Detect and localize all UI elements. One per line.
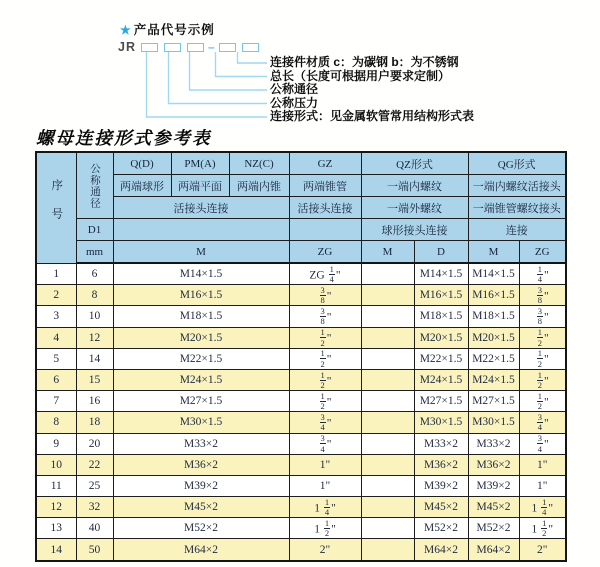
- cell-seq: 10: [36, 454, 76, 475]
- cell-m: M33×2: [113, 433, 289, 454]
- cell-gz-zg: $\frac{3}{8}$ ": [289, 285, 361, 306]
- cell-dn: 6: [76, 263, 113, 285]
- cell-qz-d: M16×1.5: [414, 285, 468, 306]
- cell-gz-zg: 1": [289, 475, 361, 496]
- cell-gz-zg: ZG $\frac{1}{4}$ ": [289, 263, 361, 285]
- header-gz-union-connection: 活接头连接: [289, 197, 361, 219]
- cell-dn: 10: [76, 306, 113, 327]
- label-nominal-pressure: 公称压力: [270, 95, 319, 110]
- header-qz-d: D: [414, 241, 468, 264]
- table-title: 螺母连接形式参考表: [36, 129, 212, 149]
- cell-qg-zg: $\frac{3}{8}$ ": [519, 306, 566, 327]
- header-nzc-desc: 两端内锥: [229, 175, 289, 197]
- cell-m: M14×1.5: [113, 263, 289, 285]
- cell-qg-m: M30×1.5: [468, 412, 519, 433]
- cell-seq: 9: [36, 433, 76, 454]
- cell-qg-zg: 2": [519, 539, 566, 561]
- cell-qg-zg: $\frac{1}{2}$ ": [519, 369, 566, 390]
- star-icon: ★: [120, 23, 132, 37]
- cell-m: M39×2: [113, 475, 289, 496]
- cell-m: M30×1.5: [113, 412, 289, 433]
- cell-qg-m: M18×1.5: [468, 306, 519, 327]
- header-qg-zg: ZG: [519, 241, 566, 264]
- table-row: [36, 497, 566, 518]
- header-qd-desc: 两端球形: [113, 175, 171, 197]
- cell-qz-m: [361, 412, 414, 433]
- table-row: [36, 327, 566, 348]
- cell-qg-zg: $\frac{1}{2}$ ": [519, 348, 566, 369]
- cell-seq: 2: [36, 285, 76, 306]
- cell-seq: 14: [36, 539, 76, 561]
- cell-m: M24×1.5: [113, 369, 289, 390]
- cell-dn: 12: [76, 327, 113, 348]
- cell-qz-d: M52×2: [414, 518, 468, 539]
- cell-qz-m: [361, 306, 414, 327]
- table-row: [36, 391, 566, 412]
- cell-qz-m: [361, 475, 414, 496]
- table-row: [36, 539, 566, 561]
- cell-m: M52×2: [113, 518, 289, 539]
- header-zg: ZG: [289, 241, 361, 264]
- cell-qz-d: M20×1.5: [414, 327, 468, 348]
- cell-seq: 8: [36, 412, 76, 433]
- cell-dn: 50: [76, 539, 113, 561]
- table-row: [36, 306, 566, 327]
- cell-gz-zg: $\frac{3}{8}$ ": [289, 306, 361, 327]
- header-dn: 公称通径: [76, 152, 113, 219]
- cell-qz-m: [361, 391, 414, 412]
- product-code-line: [118, 40, 265, 54]
- cell-m: M45×2: [113, 497, 289, 518]
- cell-qz-m: [361, 539, 414, 561]
- cell-qz-d: M14×1.5: [414, 263, 468, 285]
- cell-qz-m: [361, 497, 414, 518]
- cell-seq: 13: [36, 518, 76, 539]
- cell-qg-m: M64×2: [468, 539, 519, 561]
- cell-qg-m: M24×1.5: [468, 369, 519, 390]
- cell-seq: 3: [36, 306, 76, 327]
- table-row: [36, 412, 566, 433]
- cell-dn: 8: [76, 285, 113, 306]
- cell-gz-zg: $\frac{1}{2}$ ": [289, 369, 361, 390]
- cell-qg-zg: 1 $\frac{1}{2}$ ": [519, 518, 566, 539]
- cell-m: M27×1.5: [113, 391, 289, 412]
- cell-seq: 6: [36, 369, 76, 390]
- cell-qz-m: [361, 263, 414, 285]
- cell-m: M22×1.5: [113, 348, 289, 369]
- table-row: [36, 518, 566, 539]
- cell-dn: 22: [76, 454, 113, 475]
- cell-qg-m: M36×2: [468, 454, 519, 475]
- cell-qg-m: M20×1.5: [468, 327, 519, 348]
- header-qz-external-thread: 一端外螺纹: [361, 197, 468, 219]
- cell-m: M20×1.5: [113, 327, 289, 348]
- cell-qz-d: M64×2: [414, 539, 468, 561]
- header-qg-desc: 一端内螺纹活接头: [468, 175, 566, 197]
- header-qg-m: M: [468, 241, 519, 264]
- cell-qg-m: M16×1.5: [468, 285, 519, 306]
- cell-qz-m: [361, 454, 414, 475]
- cell-qg-zg: 1": [519, 475, 566, 496]
- header-group-qg: QG形式: [468, 152, 566, 175]
- cell-gz-zg: 2": [289, 539, 361, 561]
- cell-qg-zg: 1 $\frac{1}{4}$ ": [519, 497, 566, 518]
- header-union-connection: 活接头连接: [113, 197, 289, 219]
- cell-seq: 5: [36, 348, 76, 369]
- cell-qz-m: [361, 369, 414, 390]
- diagram-labels: [270, 56, 474, 124]
- cell-dn: 40: [76, 518, 113, 539]
- code-prefix: JR: [118, 40, 136, 54]
- cell-gz-zg: $\frac{3}{4}$ ": [289, 412, 361, 433]
- header-group-nzc: NZ(C): [229, 152, 289, 175]
- cell-dn: 18: [76, 412, 113, 433]
- cell-qg-m: M45×2: [468, 497, 519, 518]
- cell-qg-zg: $\frac{3}{4}$ ": [519, 433, 566, 454]
- cell-qz-d: M18×1.5: [414, 306, 468, 327]
- code-box-3: [187, 43, 204, 52]
- code-box-2: [164, 43, 181, 52]
- cell-qz-m: [361, 518, 414, 539]
- cell-qz-m: [361, 285, 414, 306]
- cell-gz-zg: $\frac{1}{2}$ ": [289, 348, 361, 369]
- cell-gz-zg: 1": [289, 454, 361, 475]
- cell-qg-m: M33×2: [468, 433, 519, 454]
- cell-seq: 11: [36, 475, 76, 496]
- cell-qz-d: M45×2: [414, 497, 468, 518]
- cell-qz-d: M39×2: [414, 475, 468, 496]
- table-row: [36, 433, 566, 454]
- header-pma-desc: 两端平面: [171, 175, 229, 197]
- cell-qg-m: M14×1.5: [468, 263, 519, 285]
- cell-qg-m: M22×1.5: [468, 348, 519, 369]
- header-group-qd: Q(D): [113, 152, 171, 175]
- cell-qz-m: [361, 348, 414, 369]
- cell-dn: 32: [76, 497, 113, 518]
- header-mm: mm: [76, 241, 113, 264]
- cell-qg-zg: $\frac{3}{4}$ ": [519, 412, 566, 433]
- cell-qz-d: M33×2: [414, 433, 468, 454]
- cell-qg-m: M52×2: [468, 518, 519, 539]
- table-row: [36, 475, 566, 496]
- table-body: [36, 263, 566, 561]
- header-group-qz: QZ形式: [361, 152, 468, 175]
- cell-qg-m: M39×2: [468, 475, 519, 496]
- cell-qg-zg: $\frac{1}{2}$ ": [519, 391, 566, 412]
- cell-qz-d: M36×2: [414, 454, 468, 475]
- cell-qz-d: M22×1.5: [414, 348, 468, 369]
- cell-qg-zg: 1": [519, 454, 566, 475]
- header-empty-gz: [289, 219, 361, 241]
- cell-dn: 20: [76, 433, 113, 454]
- diagram-title-text: 产品代号示例: [133, 23, 215, 37]
- cell-dn: 16: [76, 391, 113, 412]
- cell-m: M64×2: [113, 539, 289, 561]
- header-empty-left: [113, 219, 289, 241]
- cell-qg-zg: $\frac{3}{8}$ ": [519, 285, 566, 306]
- cell-qg-zg: $\frac{1}{2}$ ": [519, 327, 566, 348]
- code-box-4: [219, 43, 236, 52]
- cell-qg-zg: $\frac{1}{4}$ ": [519, 263, 566, 285]
- label-connection-type: 连接形式：见金属软管常用结构形式表: [270, 109, 475, 124]
- cell-m: M36×2: [113, 454, 289, 475]
- header-group-gz: GZ: [289, 152, 361, 175]
- table-row: [36, 454, 566, 475]
- cell-qz-m: [361, 327, 414, 348]
- header-seq: 序号: [36, 152, 76, 263]
- label-nominal-diameter: 公称通径: [270, 82, 319, 97]
- table-row: [36, 369, 566, 390]
- code-box-5: [242, 43, 259, 52]
- cell-dn: 14: [76, 348, 113, 369]
- cell-dn: 15: [76, 369, 113, 390]
- table-row: [36, 263, 566, 285]
- table-row: [36, 348, 566, 369]
- cell-qz-d: M30×1.5: [414, 412, 468, 433]
- cell-m: M16×1.5: [113, 285, 289, 306]
- header-qg-connection: 连接: [468, 219, 566, 241]
- table-row: [36, 285, 566, 306]
- cell-qz-d: M24×1.5: [414, 369, 468, 390]
- cell-gz-zg: 1 $\frac{1}{2}$ ": [289, 518, 361, 539]
- cell-dn: 25: [76, 475, 113, 496]
- cell-qz-m: [361, 433, 414, 454]
- cell-seq: 12: [36, 497, 76, 518]
- cell-seq: 7: [36, 391, 76, 412]
- cell-gz-zg: $\frac{1}{2}$ ": [289, 327, 361, 348]
- cell-seq: 4: [36, 327, 76, 348]
- cell-qz-d: M27×1.5: [414, 391, 468, 412]
- cell-qg-m: M27×1.5: [468, 391, 519, 412]
- cell-gz-zg: 1 $\frac{1}{4}$ ": [289, 497, 361, 518]
- code-box-1: [141, 43, 158, 52]
- cell-gz-zg: $\frac{1}{2}$ ": [289, 391, 361, 412]
- cell-gz-zg: $\frac{3}{4}$ ": [289, 433, 361, 454]
- header-group-pma: PM(A): [171, 152, 229, 175]
- label-total-length: 总长（长度可根据用户要求定制）: [270, 68, 451, 83]
- header-qg-taper-thread: 一端锥管螺纹接头: [468, 197, 566, 219]
- header-qz-m: M: [361, 241, 414, 264]
- header-qz-ball-connection: 球形接头连接: [361, 219, 468, 241]
- code-dash: –: [207, 39, 215, 54]
- header-qz-desc: 一端内螺纹: [361, 175, 468, 197]
- cell-m: M18×1.5: [113, 306, 289, 327]
- diagram-title: [120, 20, 215, 38]
- nut-connection-reference-table: [35, 151, 567, 562]
- cell-seq: 1: [36, 263, 76, 285]
- header-d1: D1: [76, 219, 113, 241]
- header-m-span: M: [113, 241, 289, 264]
- header-gz-desc: 两端锥管: [289, 175, 361, 197]
- label-material: 连接件材质 c：为碳钢 b：为不锈钢: [270, 55, 459, 69]
